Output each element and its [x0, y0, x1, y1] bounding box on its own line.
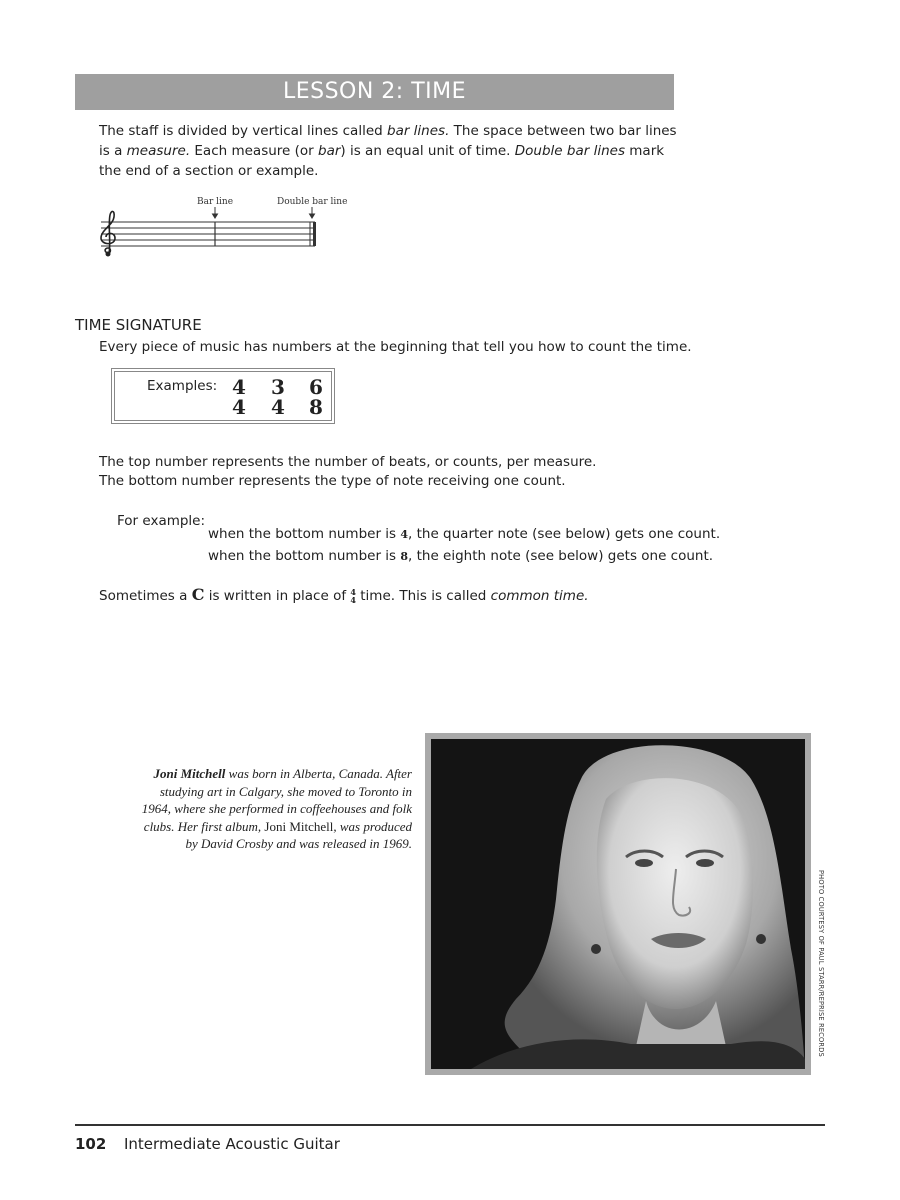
- double-bar-line-arrow: [310, 207, 315, 218]
- time-signature-example: [305, 377, 327, 417]
- ts-top: 3: [271, 375, 285, 399]
- footer-divider: [75, 1124, 825, 1126]
- portrait-image: [431, 739, 805, 1069]
- bar-line-label: Bar line: [197, 197, 234, 207]
- example-line-2: when the bottom number is 8, the eighth note (see below) gets one count.: [208, 548, 714, 564]
- photo-credit: PHOTO COURTESY OF PAUL STARR/REPRISE RECORDS: [817, 870, 825, 1057]
- time-signature-example: [228, 377, 250, 417]
- treble-clef-icon: [101, 211, 115, 253]
- staff-lines: [101, 222, 315, 246]
- music-staff: [95, 205, 325, 267]
- common-time-symbol: C: [191, 585, 205, 604]
- example-line-1: when the bottom number is 4, the quarter note (see below) gets one count.: [208, 526, 721, 542]
- double-bar-line-label: Double bar line: [277, 197, 348, 207]
- bottom-number-text: The bottom number represents the type of note receiving one count.: [99, 473, 566, 489]
- common-time-sentence: Sometimes a C is written in place of 4 4 time. This is called common time.: [99, 585, 589, 605]
- time-signature-description: Every piece of music has numbers at the beginning that tell you how to count the time.: [99, 339, 692, 355]
- page-number: 102: [75, 1135, 107, 1153]
- bar-line-arrow: [213, 207, 218, 218]
- ts-top: 6: [309, 375, 323, 399]
- ts-bottom: 8: [309, 395, 323, 419]
- photo-caption: Joni Mitchell was born in Alberta, Canada. After studying art in Calgary, she moved to Toronto in 1964, where she performed in coffeehouses and folk clubs. Her first album, Joni Mitchell, was produced by David Crosby and was released in 1969.: [141, 766, 412, 851]
- ts-bottom: 4: [271, 395, 285, 419]
- time-signature-heading: TIME SIGNATURE: [75, 316, 202, 334]
- intro-paragraph: The staff is divided by vertical lines called bar lines. The space between two bar lines is a measure. Each measure (or bar) is an equal unit of time. Double bar lines mark the end of a section or example.: [99, 123, 677, 179]
- for-example-label: For example:: [117, 513, 206, 529]
- examples-label: Examples:: [147, 378, 218, 394]
- book-title: Intermediate Acoustic Guitar: [124, 1135, 340, 1153]
- time-signature-example: [267, 377, 289, 417]
- ts-top: 4: [232, 375, 246, 399]
- lesson-title: LESSON 2: TIME: [75, 74, 674, 110]
- joni-mitchell-photo: [425, 733, 811, 1075]
- ts-bottom: 4: [232, 395, 246, 419]
- inline-number: 8: [400, 550, 409, 563]
- inline-time-signature: 4 4: [350, 587, 356, 605]
- inline-number: 4: [400, 528, 409, 541]
- time-signature-examples-box: [111, 368, 335, 424]
- double-bar-line-thick: [313, 222, 316, 246]
- top-number-text: The top number represents the number of beats, or counts, per measure.: [99, 454, 597, 470]
